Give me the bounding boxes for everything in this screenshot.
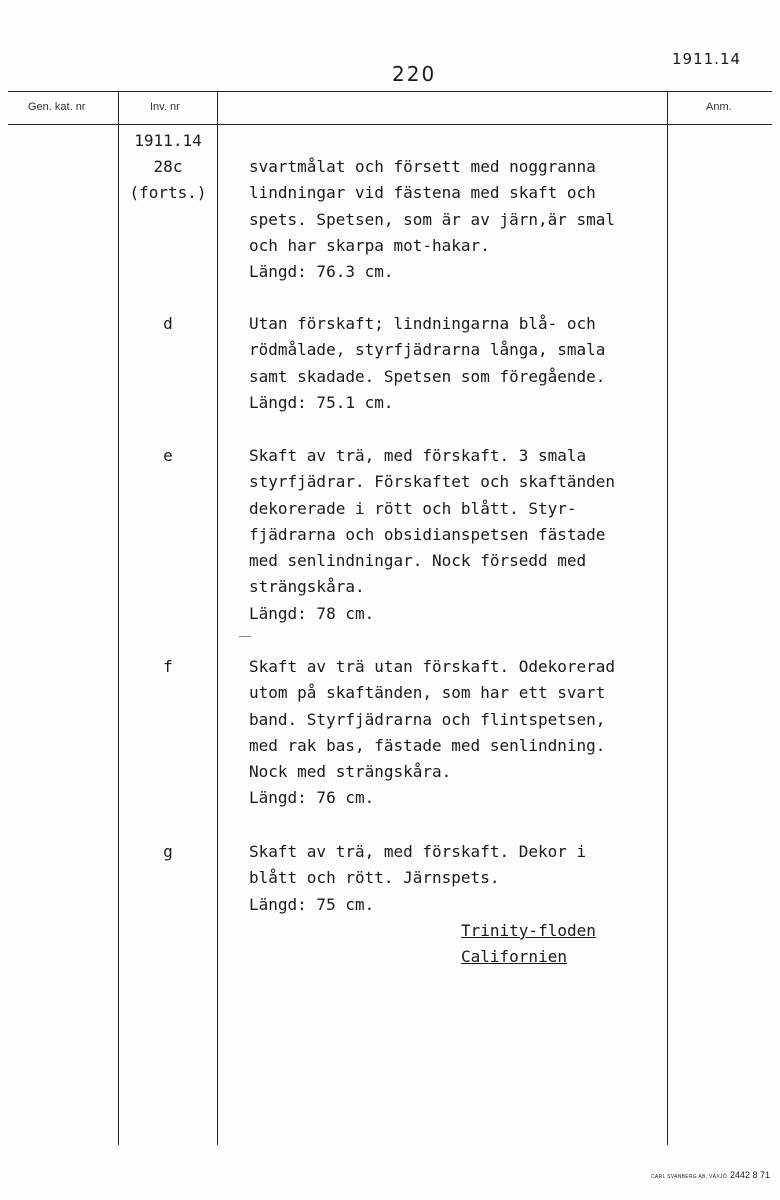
page-number: 220: [392, 62, 437, 86]
stray-mark: [239, 636, 251, 637]
column-divider-gen-inv: [118, 92, 119, 1145]
entry-description: Skaft av trä utan förskaft. Odekorerad utom på skaftänden, som har ett svart band. Styrfjädrarna och flintspetsen, med rak bas, fästade med senlindning. Nock med strängskåra. Längd: 76 cm.: [249, 657, 616, 808]
entry-description: svartmålat och försett med noggranna lindningar vid fästena med skaft och spets. Spetsen, som är av järn,är smal och har skarpa mot-hakar. Längd: 76.3 cm.: [249, 157, 616, 282]
entry-letter: d: [163, 314, 173, 333]
continued-label: (forts.): [129, 183, 207, 202]
location-region: Californien: [461, 947, 567, 966]
column-header-anm: Anm.: [706, 101, 732, 113]
printer-imprint: [651, 1170, 770, 1180]
location-river: Trinity-floden: [461, 921, 596, 940]
entry-letter: f: [163, 657, 173, 676]
header-top-rule: [8, 91, 772, 92]
column-header-inv-nr: Inv. nr: [150, 101, 180, 113]
entry-description: Utan förskaft; lindningarna blå- och rödmålade, styrfjädrarna långa, smala samt skadade. Spetsen som föregående. Längd: 75.1 cm.: [249, 314, 606, 412]
entry-letter: e: [163, 446, 173, 465]
inventory-item: 28c: [153, 157, 183, 176]
entry-letter: g: [163, 842, 173, 861]
header-catalog-number: 1911.14: [672, 50, 742, 68]
entry-description: Skaft av trä, med förskaft. 3 smala styrfjädrar. Förskaftet och skaftänden dekorerade i rött och blått. Styr- fjädrarna och obsidianspetsen fästade med senlindningar. Nock försedd med strängskåra. Längd: 78 cm.: [249, 446, 616, 623]
printer-code: 2442 8 71: [729, 1170, 770, 1180]
header-bottom-rule: [8, 124, 772, 125]
inventory-number: 1911.14: [134, 131, 202, 150]
entry-description: Skaft av trä, med förskaft. Dekor i blått och rött. Järnspets. Längd: 75 cm.: [249, 842, 587, 914]
column-header-gen-kat-nr: Gen. kat. nr: [28, 101, 86, 113]
column-divider-inv-desc: [217, 92, 218, 1145]
printer-name: CARL SVANBERG AB, VÄXJÖ: [651, 1174, 727, 1180]
